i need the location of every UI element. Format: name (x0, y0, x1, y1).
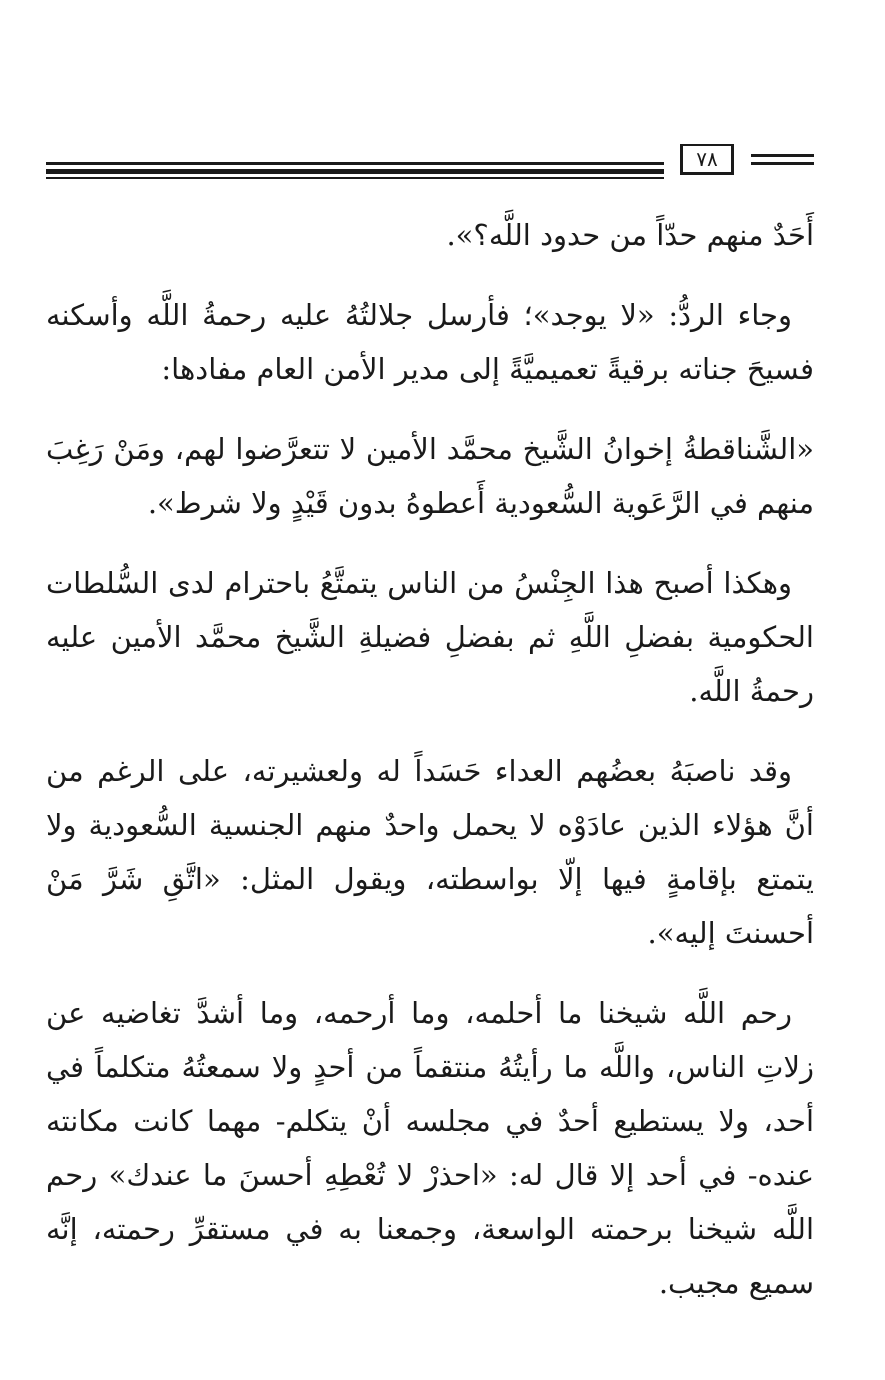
header-rule-long (46, 169, 664, 174)
page-number: ٧٨ (680, 144, 734, 175)
header-rule-short (751, 162, 814, 165)
paragraph-6: رحم اللَّه شيخنا ما أحلمه، وما أرحمه، وما أشدَّ تغاضيه عن زلاتِ الناس، واللَّه ما رأيتُهُ منتقماً من أحدٍ ولا سمعتُهُ متكلماً في أحد، ولا يستطيع أحدٌ في مجلسه أنْ يتكلم- مهما كانت مكانته عنده- في أحد إلا قال له: «احذرْ لا تُعْطِهِ أحسنَ ما عندك» رحم اللَّه شيخنا برحمته الواسعة، وجمعنا به في مستقرِّ رحمته، إنَّه سميع مجيب. (46, 996, 814, 1300)
page-header (46, 140, 814, 180)
paragraph-2: وجاء الردُّ: «لا يوجد»؛ فأرسل جلالتُهُ عليه رحمةُ اللَّه وأسكنه فسيحَ جناته برقيةً تعميميَّةً إلى مدير الأمن العام مفادها: (46, 298, 814, 386)
paragraph-5: وقد ناصبَهُ بعضُهم العداء حَسَداً له ولعشيرته، على الرغم من أنَّ هؤلاء الذين عادَوْه لا يحمل واحدٌ منهم الجنسية السُّعودية ولا يتمتع بإقامةٍ فيها إلّا بواسطته، ويقول المثل: «اتَّقِ شَرَّ مَنْ أحسنتَ إليه». (46, 754, 814, 950)
paragraph-4: وهكذا أصبح هذا الجِنْسُ من الناس يتمتَّعُ باحترام لدى السُّلطات الحكومية بفضلِ اللَّهِ ثم بفضلِ فضيلةِ الشَّيخ محمَّد الأمين عليه رحمةُ اللَّه. (46, 566, 814, 708)
header-rule-short (751, 154, 814, 157)
header-rule-long (46, 177, 664, 179)
paragraph-3-quote: «الشَّناقطةُ إخوانُ الشَّيخ محمَّد الأمين لا تتعرَّضوا لهم، ومَنْ رَغِبَ منهم في الرَّعَوية السُّعودية أَعطوهُ بدون قَيْدٍ ولا شرط». (46, 432, 814, 520)
header-rule-long (46, 162, 664, 165)
paragraph-1: أَحَدٌ منهم حدّاً من حدود اللَّه؟». (446, 218, 814, 252)
page-body (46, 208, 814, 1336)
